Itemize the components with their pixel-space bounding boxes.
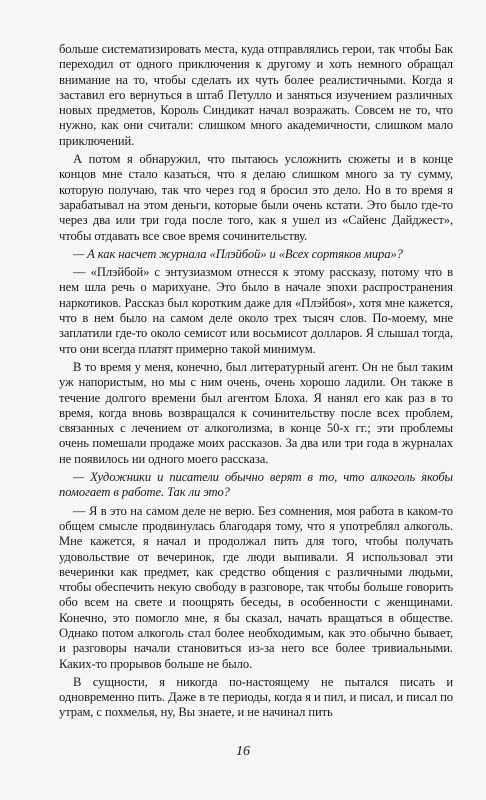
paragraph: больше систематизировать места, куда отправлялись герои, так чтобы Бак переходил от одного приключения к другому и хоть немного обращал внимание на то, чтобы сделать их чуть более реалистичными. Когда я заставил его вернуться в штаб Петулло и заняться изучением различных новых предметов, Король Синдикат начал возражать. Совсем не то, что нужно, как они считали: слишком много академичности, слишком мало приключений. — [59, 42, 453, 148]
interview-question: — Художники и писатели обычно верят в то, что алкоголь якобы помогает в работе. Так ли это? — [59, 470, 453, 500]
paragraph: В сущности, я никогда по-настоящему не пытался писать и одновременно пить. Даже в те периоды, когда я и пил, и писал, и писал по утрам, с похмелья, ну, Вы знаете, и не начинал пить — [59, 674, 453, 720]
page-number: 16 — [236, 744, 250, 759]
body-text — [59, 42, 453, 724]
paragraph: — «Плэйбой» с энтузиазмом отнесся к этому рассказу, потому что в нем шла речь о марихуане. Это было в начале эпохи распространения наркотиков. Рассказ был коротким даже для «Плэйбоя», хотя мне кажется, что в нем было на самом деле около трех тысяч слов. По-моему, мне заплатили где-то около семисот или восьмисот долларов. Я слышал тогда, что они всегда платят примерно такой минимум. — [59, 265, 453, 356]
paragraph: — Я в это на самом деле не верю. Без сомнения, моя работа в каком-то общем смысле продвинулась благодаря тому, что я употреблял алкоголь. Мне кажется, я начал и продолжал пить для того, чтобы получать удовольствие от вечеринок, где люди выпивали. Я использовал эти вечеринки как предмет, как средство общения с различными людьми, чтобы обеспечить некую свободу в разговоре, так чтобы больше говорить обо всем на свете и поощрять беседы, в особенности с женщинами. Конечно, это помогло мне, я бы сказал, начать вращаться в обществе. Однако потом алкоголь стал более необходимым, как это обычно бывает, и разговоры начали становиться из-за него все более тривиальными. Каких-то прорывов больше не было. — [59, 503, 453, 671]
interview-question: — А как насчет журнала «Плэйбой» и «Всех сортяков мира»? — [73, 246, 403, 261]
paragraph: В то время у меня, конечно, был литературный агент. Он не был таким уж напористым, но мы с ним очень, очень хорошо ладили. Он также в течение долгого времени был агентом Блоха. Я нанял его как раз в то время, когда вновь возвращался к сочинительству после всех проблем, связанных с лечением от алкоголизма, в конце 50-х гг.; эти проблемы очень помешали продаже моих рассказов. За два или три года в журналах не появилось ни одного моего рассказа. — [59, 359, 453, 466]
paragraph: А потом я обнаружил, что пытаюсь усложнить сюжеты и в конце концов мне стало казаться, что я делаю слишком много за ту сумму, которую получаю, так что через год я бросил это дело. Но в то время я зарабатывал на этом деньги, которые были очень кстати. Это было где-то через два или три года после того, как я ушел из «Сайенс Дайджест», чтобы отдавать все свое время сочинительству. — [59, 152, 453, 243]
